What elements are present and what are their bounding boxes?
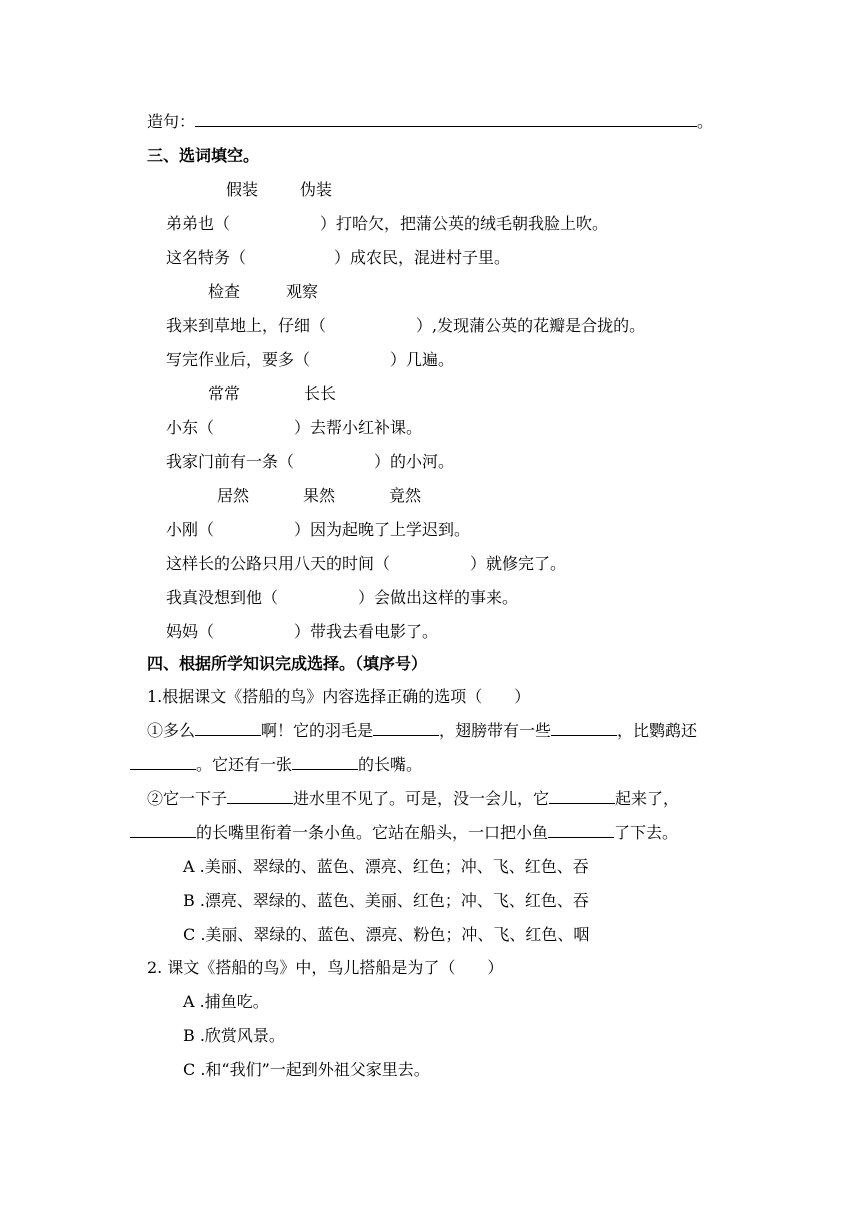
word-choices-1 bbox=[226, 180, 332, 200]
answer-blank bbox=[195, 721, 261, 736]
word-choice: 观察 bbox=[286, 282, 319, 301]
word-choice: 假装 bbox=[226, 180, 259, 199]
question-1-option-b[interactable]: B .漂亮、翠绿的、蓝色、美丽、红色；冲、飞、红色、吞 bbox=[183, 891, 589, 910]
word-choice: 常常 bbox=[208, 384, 241, 403]
question-1-passage-2-cont: 的长嘴里衔着一条小鱼。它站在船头，一口把小鱼 了下去。 bbox=[130, 823, 678, 843]
answer-blank bbox=[548, 823, 614, 838]
fill-sentence-4: 写完作业后，要多（ ）几遍。 bbox=[166, 350, 455, 369]
word-choices-2 bbox=[208, 282, 318, 302]
section-3-heading: 三、选词填空。 bbox=[147, 146, 260, 165]
word-choice: 伪装 bbox=[300, 180, 333, 199]
answer-blank bbox=[551, 721, 617, 736]
word-choices-3 bbox=[208, 384, 336, 404]
fill-sentence-9: 我真没想到他（ ）会做出这样的事来。 bbox=[166, 588, 519, 607]
question-2-stem: 2. 课文《搭船的鸟》中，鸟儿搭船是为了（ ） bbox=[147, 958, 504, 977]
fill-sentence-10: 妈妈（ ）带我去看电影了。 bbox=[166, 622, 439, 641]
sentence-making-line bbox=[147, 112, 713, 132]
question-2-option-b[interactable]: B .欣赏风景。 bbox=[183, 1026, 285, 1045]
answer-blank bbox=[227, 789, 293, 804]
word-choices-4 bbox=[217, 486, 421, 506]
question-2-option-a[interactable]: A .捕鱼吃。 bbox=[183, 992, 269, 1011]
answer-blank bbox=[292, 755, 358, 770]
sentence-making-label: 造句： bbox=[147, 112, 196, 131]
answer-blank bbox=[549, 789, 615, 804]
section-4-heading: 四、根据所学知识完成选择。（填序号） bbox=[147, 654, 428, 673]
word-choice: 果然 bbox=[303, 486, 336, 505]
fill-sentence-6: 我家门前有一条（ ）的小河。 bbox=[166, 452, 455, 471]
fill-sentence-8: 这样长的公路只用八天的时间（ ）就修完了。 bbox=[166, 554, 567, 573]
question-1-stem: 1.根据课文《搭船的鸟》内容选择正确的选项（ ） bbox=[147, 687, 531, 706]
question-1-option-c[interactable]: C .美丽、翠绿的、蓝色、漂亮、粉色；冲、飞、红色、咽 bbox=[183, 925, 590, 944]
word-choice: 长长 bbox=[304, 384, 337, 403]
word-choice: 竟然 bbox=[389, 486, 422, 505]
answer-blank bbox=[130, 823, 196, 838]
fill-sentence-3: 我来到草地上，仔细（ ）,发现蒲公英的花瓣是合拢的。 bbox=[166, 316, 646, 335]
question-1-option-a[interactable]: A .美丽、翠绿的、蓝色、漂亮、红色；冲、飞、红色、吞 bbox=[183, 857, 589, 876]
fill-sentence-5: 小东（ ）去帮小红补课。 bbox=[166, 418, 423, 437]
fill-sentence-7: 小刚（ ）因为起晚了上学迟到。 bbox=[166, 520, 471, 539]
question-2-option-c[interactable]: C .和“我们”一起到外祖父家里去。 bbox=[183, 1060, 430, 1079]
sentence-end-mark: 。 bbox=[697, 112, 714, 131]
answer-blank bbox=[130, 755, 196, 770]
fill-sentence-2: 这名特务（ ）成农民，混进村子里。 bbox=[166, 248, 511, 267]
question-1-passage-1-cont: 。它还有一张 的长嘴。 bbox=[130, 755, 422, 775]
answer-blank bbox=[373, 721, 439, 736]
question-1-passage-1: ①多么 啊！它的羽毛是 ，翅膀带有一些 ，比鹦鹉还 bbox=[147, 721, 698, 740]
word-choice: 居然 bbox=[217, 486, 250, 505]
word-choice: 检查 bbox=[208, 282, 241, 301]
fill-sentence-1: 弟弟也（ ）打哈欠，把蒲公英的绒毛朝我脸上吹。 bbox=[166, 214, 609, 233]
answer-blank[interactable] bbox=[195, 112, 697, 127]
question-1-passage-2: ②它一下子 进水里不见了。可是，没一会儿，它 起来了， bbox=[147, 789, 680, 808]
